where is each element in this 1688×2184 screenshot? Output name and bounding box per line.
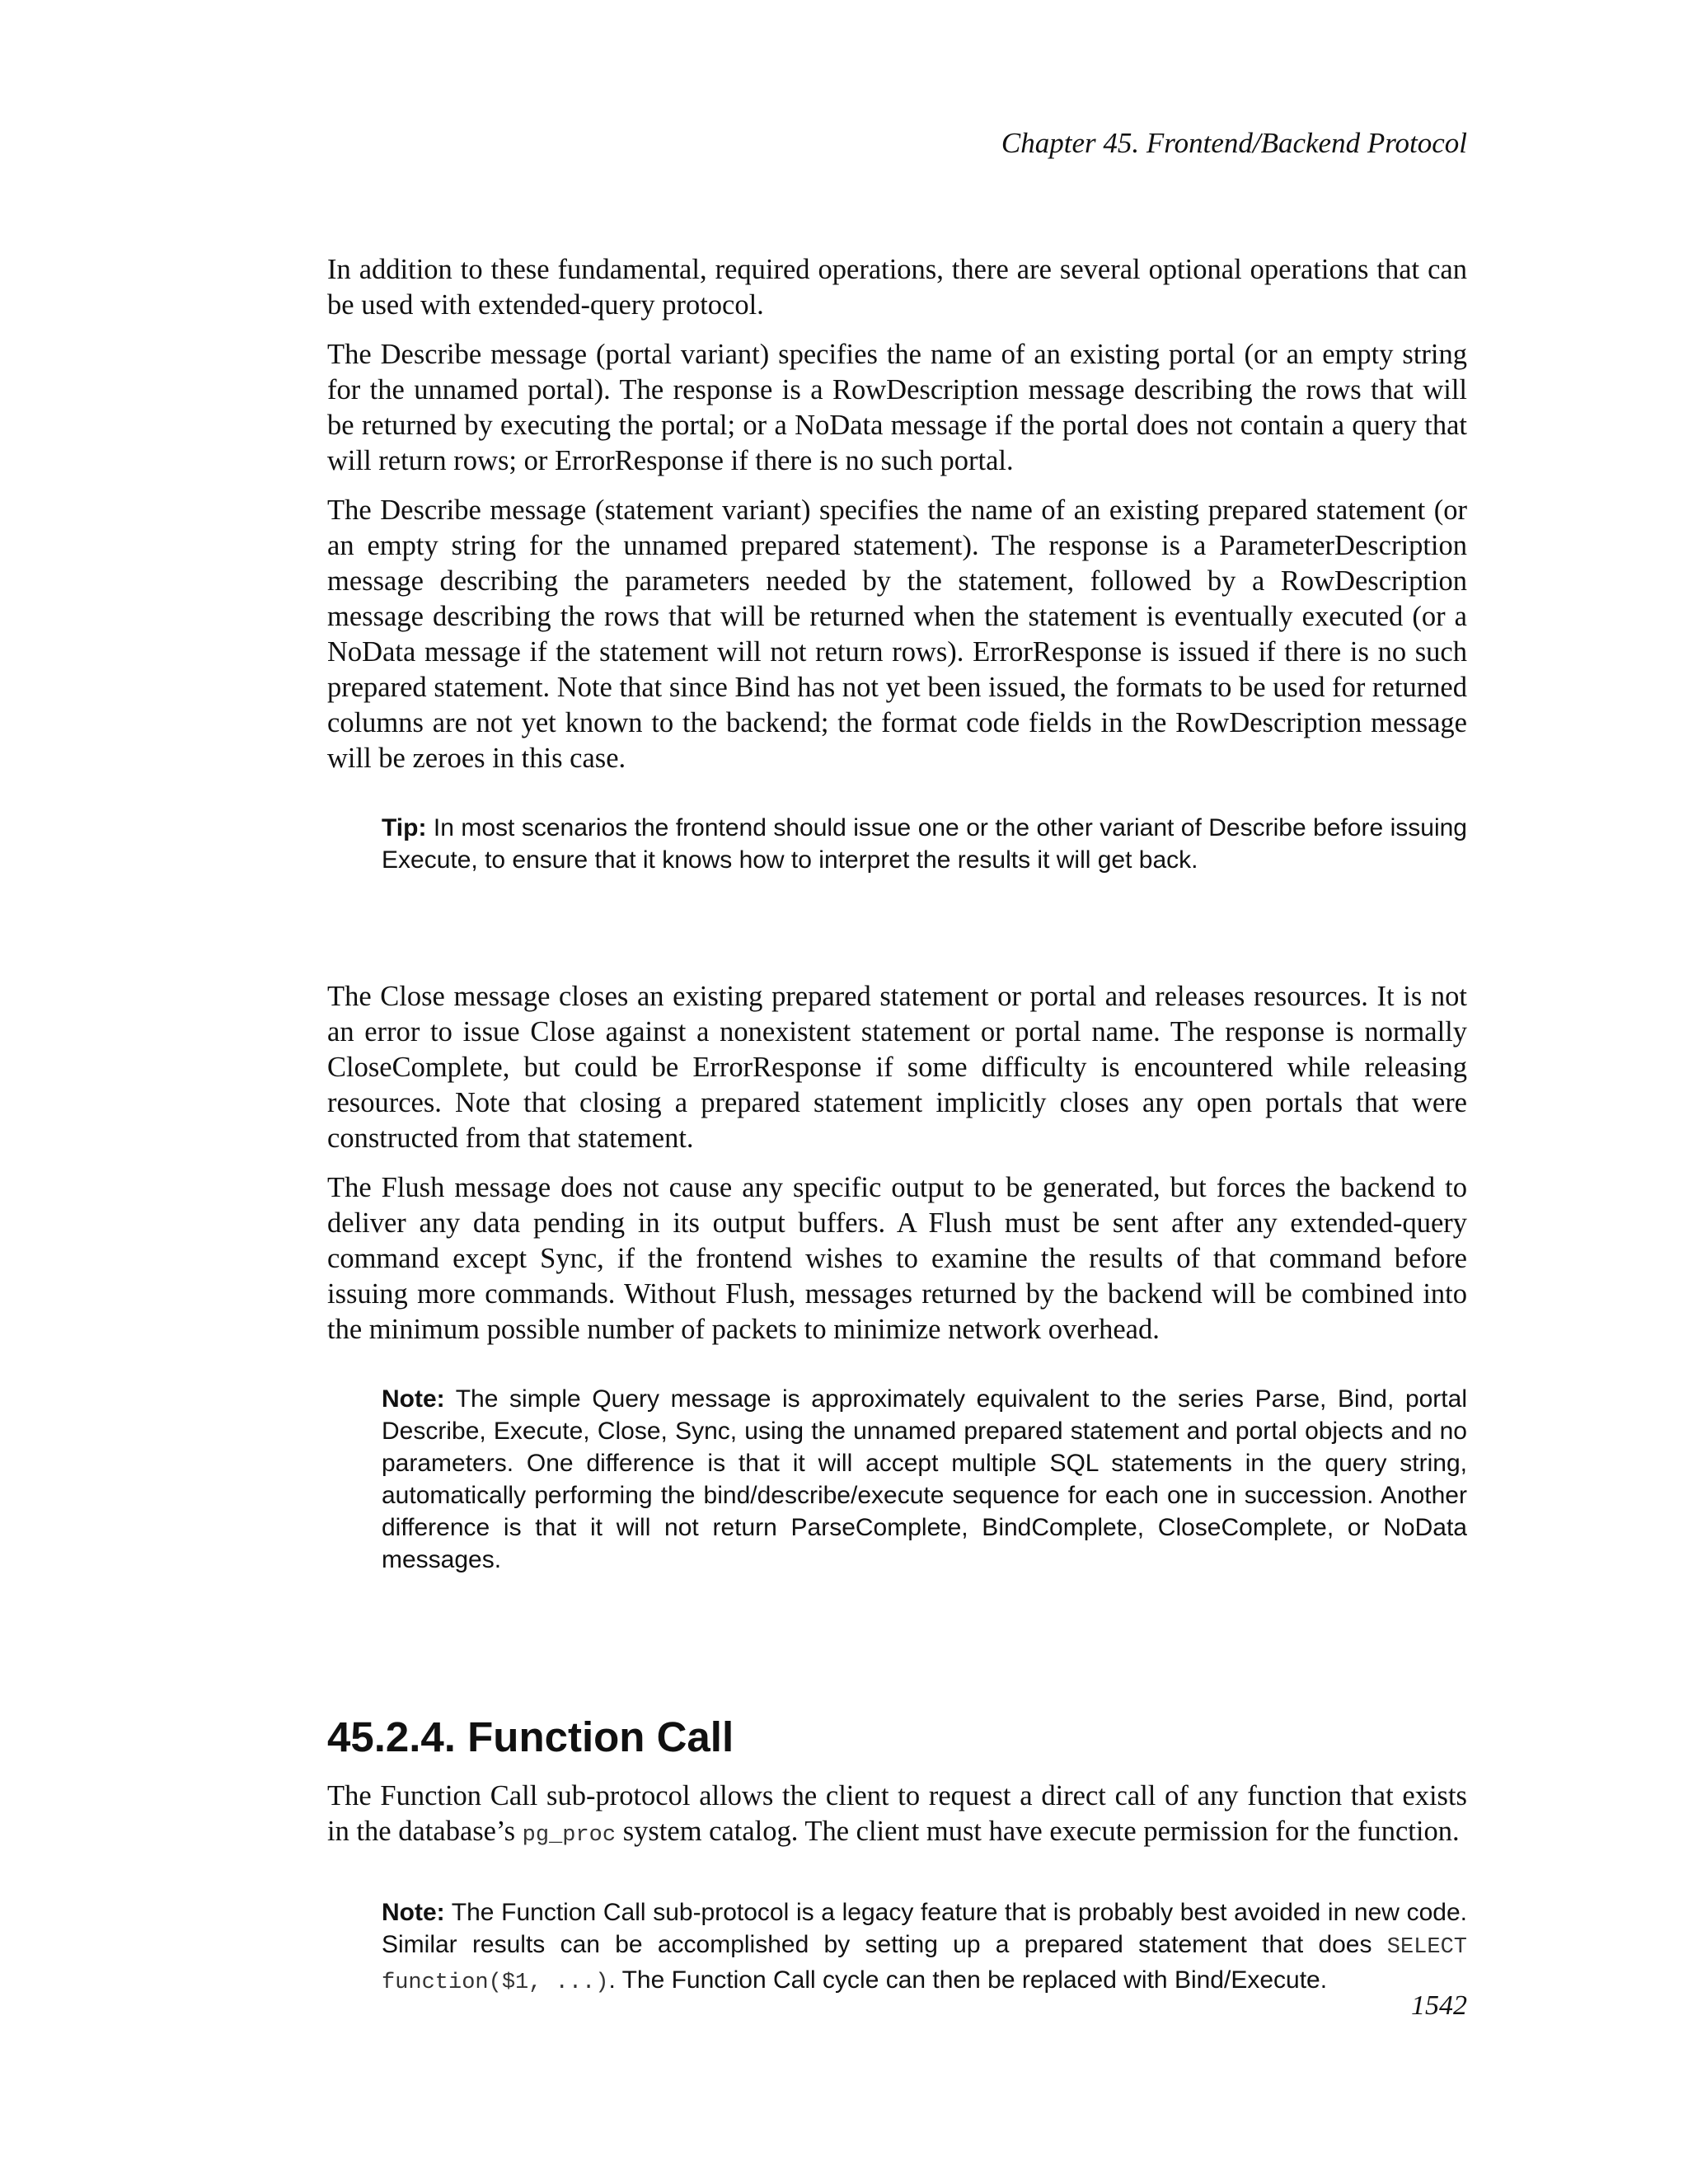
page-number: 1542	[1411, 1990, 1467, 2021]
paragraph-function-call-intro	[327, 1779, 1467, 1854]
paragraph-describe-statement: The Describe message (statement variant) specifies the name of an existing prepared statement (or an empty string for the unnamed prepared statement). The response is a ParameterDescription message describing the parameters needed by the statement, followed by a RowDescription message describing the rows that will be returned when the statement is eventually executed (or a NoData message if the statement will not return rows). ErrorResponse is issued if there is no such prepared statement. Note that since Bind has not yet been issued, the formats to be used for returned columns are not yet known to the backend; the format code fields in the RowDescription message will be zeroes in this case.	[327, 494, 1467, 774]
intro-text-before-code: The Function Call sub-protocol allows the client to request a direct call of any function that exists in the database’s	[327, 1780, 1467, 1847]
running-header: Chapter 45. Frontend/Backend Protocol	[1001, 127, 1467, 159]
legacy-note-text: The Function Call sub-protocol is a legacy feature that is probably best avoided in new code. Similar results can be accomplished by setting up a prepared statement that does	[382, 1899, 1467, 1958]
section-heading-function-call: 45.2.4. Function Call	[327, 1713, 734, 1760]
note-label-legacy: Note:	[382, 1899, 445, 1926]
tip-callout	[382, 812, 1467, 876]
paragraph-flush-message: The Flush message does not cause any specific output to be generated, but forces the backend to deliver any data pending in its output buffers. A Flush must be sent after any extended-query command except Sync, if the frontend wishes to examine the results of that command before issuing more commands. Without Flush, messages returned by the backend will be combined into the minimum possible number of packets to minimize network overhead.	[327, 1172, 1467, 1345]
tip-label: Tip:	[382, 814, 427, 841]
pg-proc-code: pg_proc	[522, 1823, 617, 1848]
tip-text: In most scenarios the frontend should issue one or the other variant of Describe before issuing Execute, to ensure that it knows how to interpret the results it will get back.	[382, 814, 1467, 874]
note-label: Note:	[382, 1385, 445, 1413]
paragraph-close-message: The Close message closes an existing prepared statement or portal and releases resources. It is not an error to issue Close against a nonexistent statement or portal name. The response is normally CloseComplete, but could be ErrorResponse if some difficulty is encountered while releasing resources. Note that closing a prepared statement implicitly closes any open portals that were constructed from that statement.	[327, 981, 1467, 1154]
intro-text-after-code: system catalog. The client must have execute permission for the function.	[622, 1816, 1460, 1847]
select-function-code: SELECT function($1, ...)	[382, 1935, 1467, 1995]
note-callout-query	[382, 1383, 1467, 1576]
paragraph-describe-portal: The Describe message (portal variant) specifies the name of an existing portal (or an empty string for the unnamed portal). The response is a RowDescription message describing the rows that will be returned by executing the portal; or a NoData message if the portal does not contain a query that will return rows; or ErrorResponse if there is no such portal.	[327, 339, 1467, 476]
note-callout-legacy	[382, 1896, 1467, 1999]
note-text: The simple Query message is approximately equivalent to the series Parse, Bind, portal Describe, Execute, Close, Sync, using the unnamed prepared statement and portal objects and no parameters. One difference is that it will accept multiple SQL statements in the query string, automatically performing the bind/describe/execute sequence for each one in succession. Another difference is that it will not return ParseComplete, BindComplete, CloseComplete, or NoData messages.	[382, 1385, 1467, 1573]
page-content	[327, 252, 1467, 1999]
paragraph-optional-operations: In addition to these fundamental, required operations, there are several optional operations that can be used with extended-query protocol.	[327, 254, 1467, 321]
legacy-note-text-end: . The Function Call cycle can then be replaced with Bind/Execute.	[608, 1966, 1328, 1994]
